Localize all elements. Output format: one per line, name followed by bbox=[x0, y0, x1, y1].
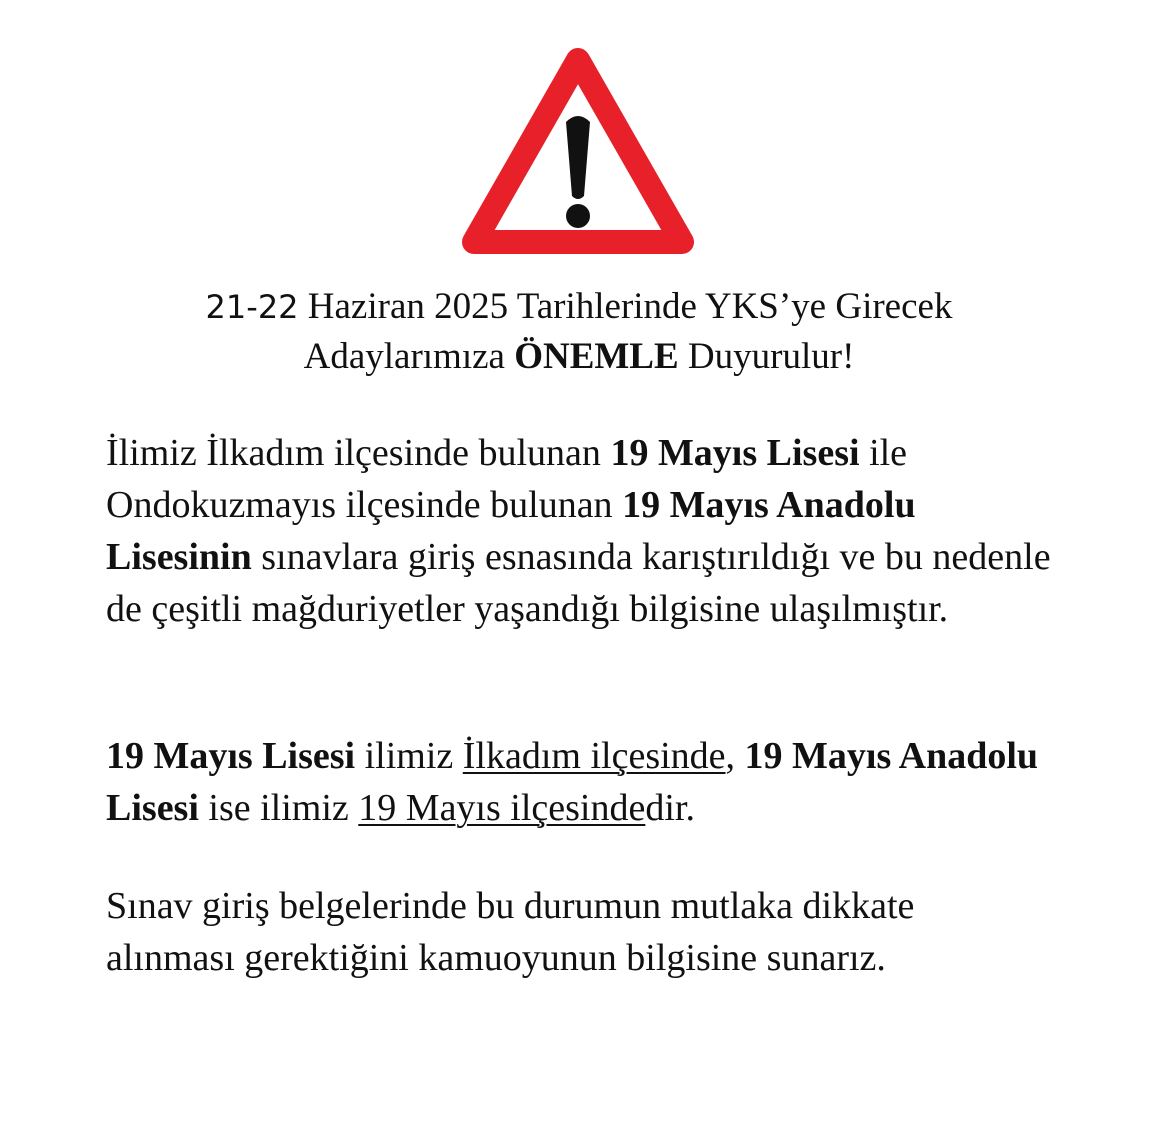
heading-line2-before: Adaylarımıza bbox=[303, 336, 515, 377]
p1-text-1: İlimiz İlkadım ilçesinde bulunan bbox=[106, 432, 611, 474]
p2-district-1: İlkadım ilçesinde bbox=[462, 735, 726, 777]
p2-text-3: ise ilimiz bbox=[198, 787, 359, 829]
heading-dates: 21-22 bbox=[205, 288, 299, 326]
p2-district-2: 19 Mayıs ilçesinde bbox=[358, 787, 646, 829]
paragraph-school-confusion bbox=[106, 427, 1052, 635]
heading-emphasis: ÖNEMLE bbox=[514, 336, 679, 377]
p1-text-2: ile Ondokuzmayıs ilçesinde bulunan bbox=[106, 432, 908, 526]
paragraph-public-notice: Sınav giriş belgelerinde bu durumun mutlaka dikkate alınması gerektiğini kamuoyunun bilgisine sunarız. bbox=[106, 885, 915, 979]
p2-text-4: dir. bbox=[645, 787, 695, 829]
announcement-heading bbox=[60, 282, 1098, 382]
p2-school-1: 19 Mayıs Lisesi bbox=[106, 735, 356, 777]
p2-text-2: , bbox=[725, 735, 745, 777]
p2-school-2: 19 Mayıs Anadolu Lisesi bbox=[106, 735, 1039, 829]
p1-school-1: 19 Mayıs Lisesi bbox=[610, 432, 860, 474]
heading-line2-after: Duyurulur! bbox=[678, 336, 855, 377]
heading-line1-text: Haziran 2025 Tarihlerinde YKS’ye Girecek bbox=[298, 286, 953, 327]
p1-text-3: sınavlara giriş esnasında karıştırıldığı ve bu nedenle de çeşitli mağduriyetler yaşandığı bilgisine ulaşılmıştır. bbox=[106, 536, 1051, 630]
p1-school-2: 19 Mayıs Anadolu Lisesinin bbox=[106, 484, 916, 578]
paragraph-school-locations bbox=[106, 730, 1052, 834]
p2-text-1: ilimiz bbox=[355, 735, 463, 777]
warning-triangle-icon bbox=[462, 46, 694, 256]
